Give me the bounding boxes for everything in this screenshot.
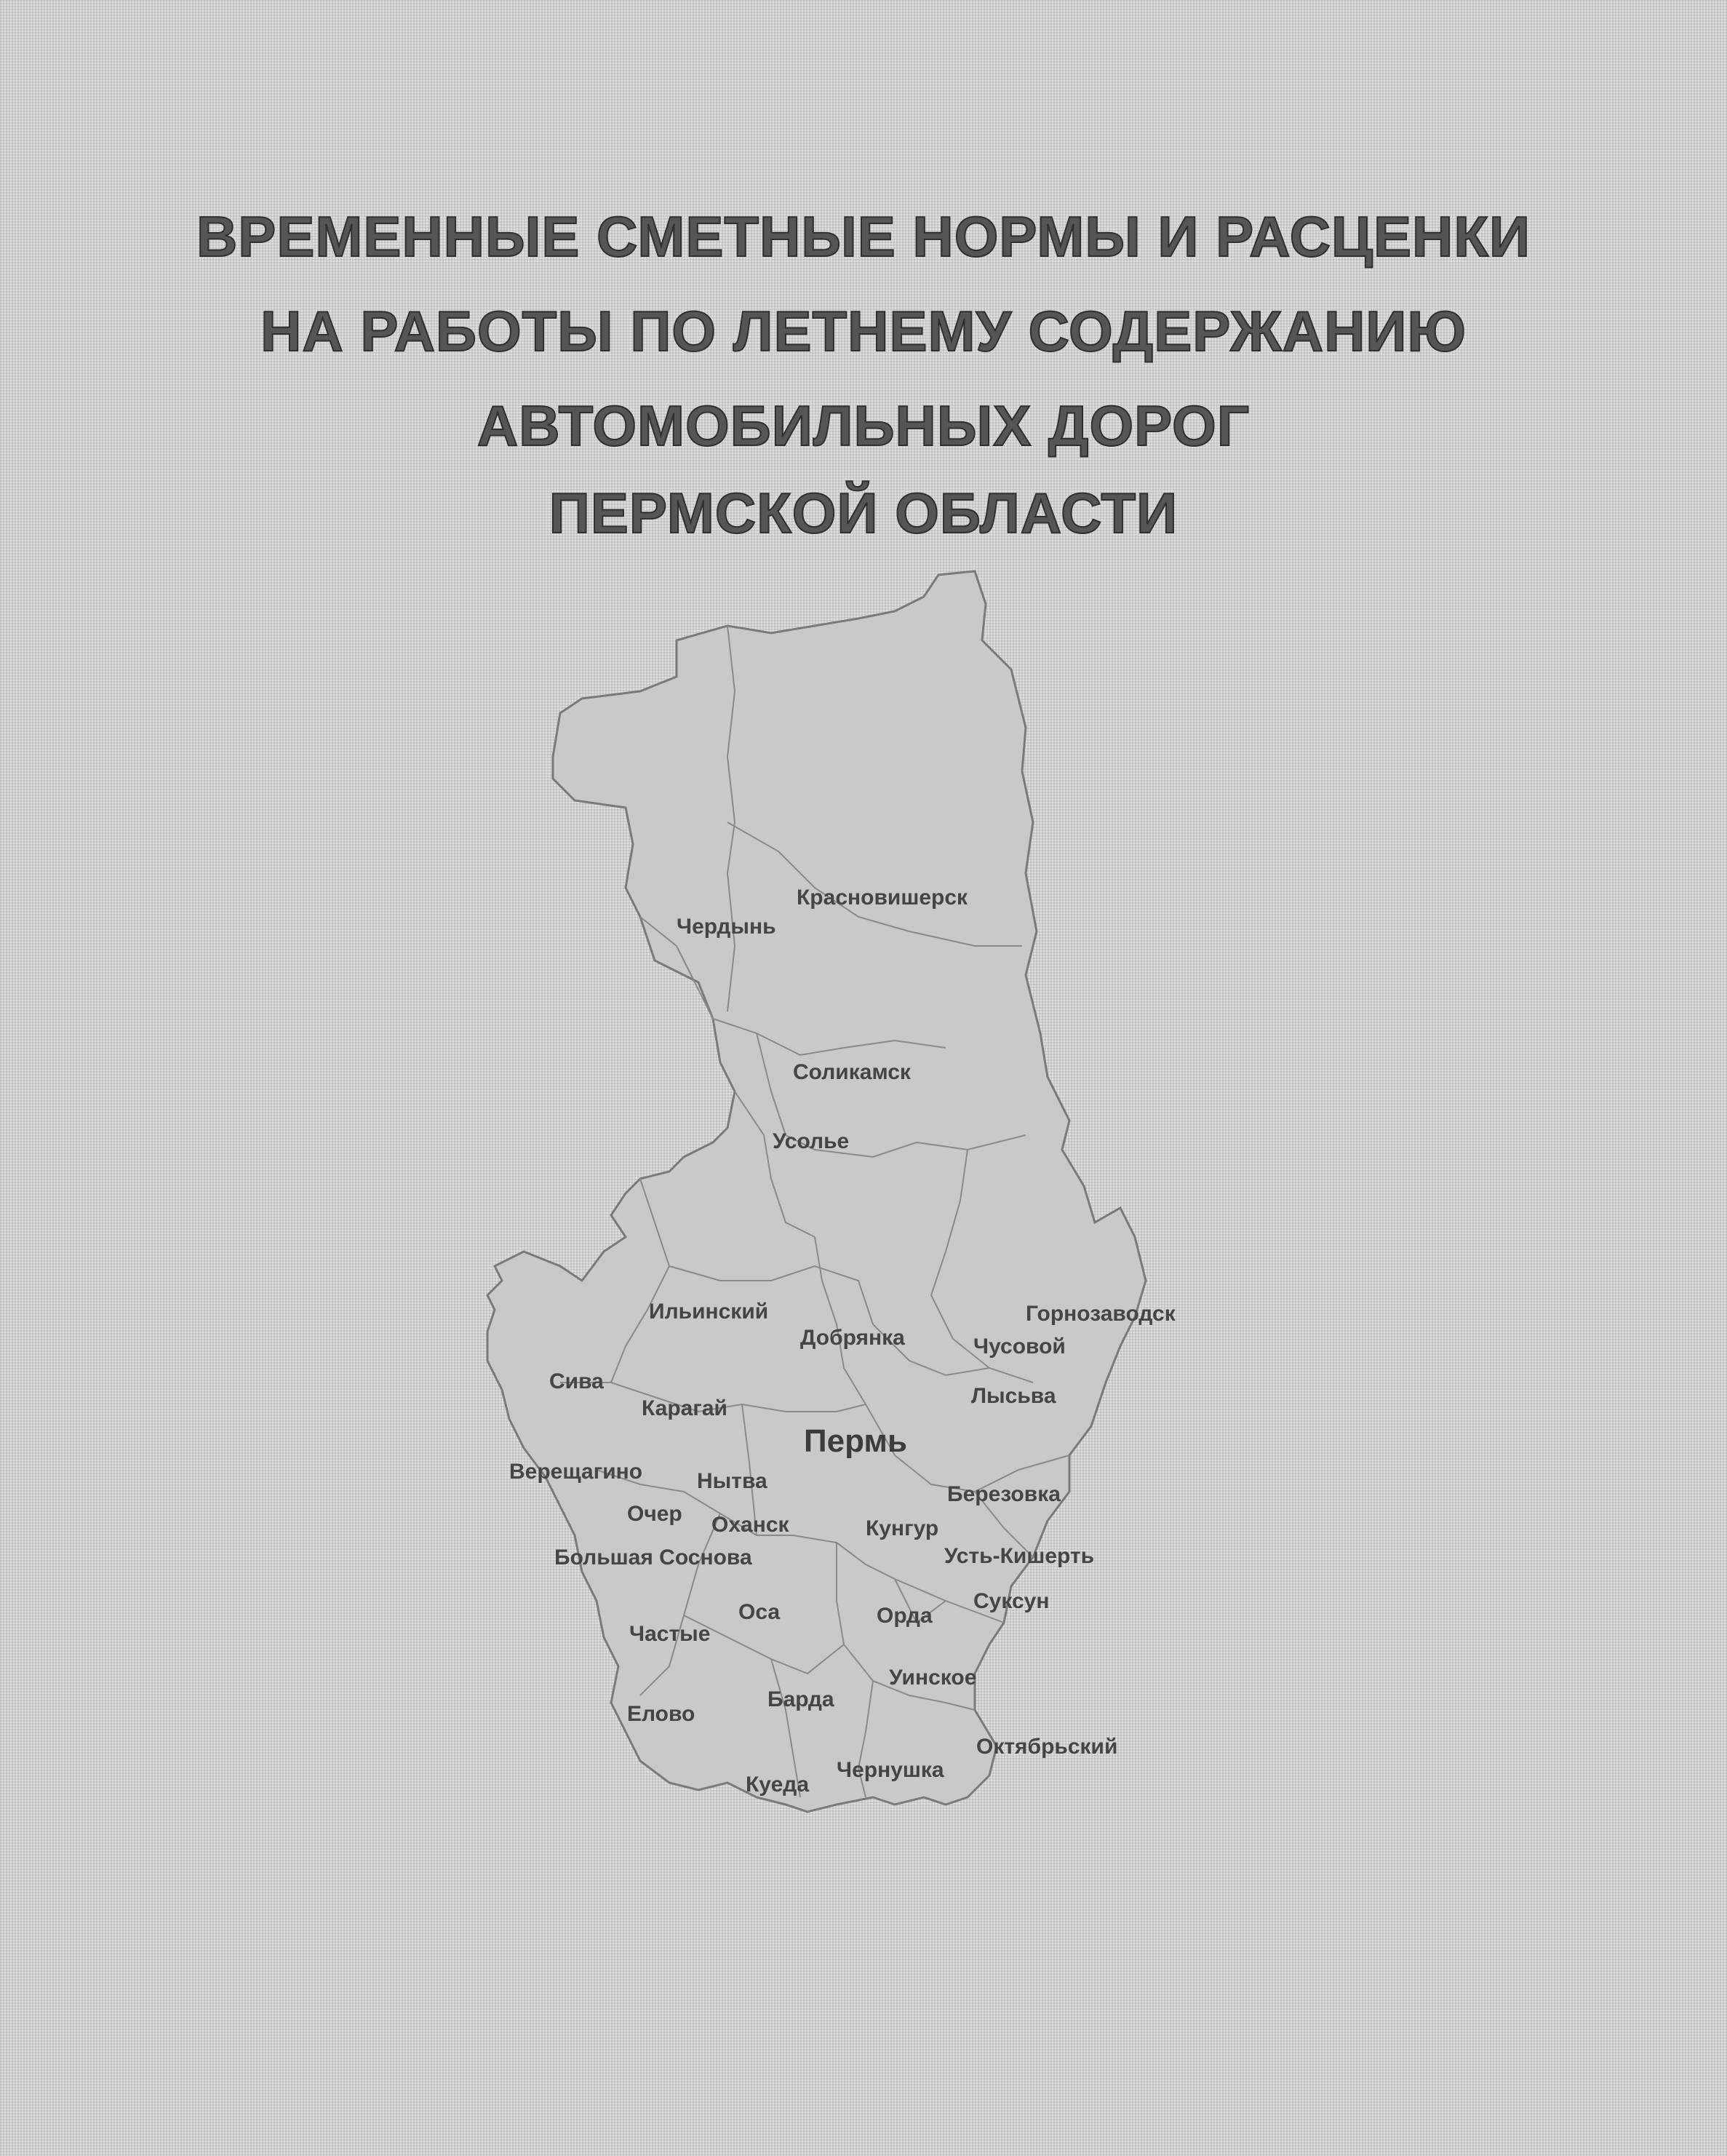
city-label-okhansk: Оханск [711, 1513, 789, 1537]
city-label-lysva: Лысьва [971, 1384, 1056, 1408]
city-label-kungur: Кунгур [866, 1516, 939, 1540]
city-label-osa: Оса [738, 1600, 781, 1624]
city-label-karagai: Карагай [642, 1396, 727, 1420]
city-label-usolye: Усолье [773, 1129, 850, 1153]
city-label-cherdyn: Чердынь [677, 915, 776, 939]
city-label-chusovoy: Чусовой [973, 1334, 1066, 1359]
city-label-solikamsk: Соликамск [793, 1060, 911, 1084]
title-line-3: АВТОМОБИЛЬНЫХ ДОРОГ [476, 394, 1251, 458]
city-label-ust-kishert: Усть-Кишерть [944, 1544, 1095, 1568]
title-line-1: ВРЕМЕННЫЕ СМЕТНЫЕ НОРМЫ И РАСЦЕНКИ [196, 204, 1531, 268]
city-label-elovo: Елово [627, 1702, 695, 1726]
city-label-krasnovishersk: Красновишерск [797, 886, 968, 910]
city-label-gornozavodsk: Горнозаводск [1026, 1302, 1176, 1326]
title-line-2: НА РАБОТЫ ПО ЛЕТНЕМУ СОДЕРЖАНИЮ [260, 299, 1467, 363]
city-label-vereshchagino: Верещагино [509, 1460, 643, 1484]
city-label-barda: Барда [767, 1687, 834, 1711]
city-label-orda: Орда [877, 1604, 933, 1628]
city-label-chastye: Частые [629, 1622, 711, 1646]
city-label-ilyinsky: Ильинский [649, 1300, 769, 1324]
title-line-4: ПЕРМСКОЙ ОБЛАСТИ [549, 481, 1178, 545]
city-label-siva: Сива [549, 1369, 604, 1393]
city-label-oktyabrsky: Октябрьский [976, 1735, 1118, 1759]
city-label-uinskoe: Уинское [889, 1666, 977, 1690]
region-outline [487, 571, 1146, 1812]
city-label-nytva: Нытва [697, 1469, 767, 1493]
city-label-perm: Пермь [804, 1423, 907, 1459]
city-label-berezovka: Березовка [947, 1482, 1061, 1506]
city-label-kueda: Куеда [746, 1773, 810, 1797]
city-label-chernushka: Чернушка [837, 1758, 944, 1782]
city-label-ocher: Очер [627, 1502, 682, 1526]
city-label-bolshaya-sosnova: Большая Соснова [554, 1546, 752, 1570]
city-label-sukhsun: Суксун [973, 1589, 1050, 1613]
city-label-dobryanka: Добрянка [800, 1326, 905, 1350]
